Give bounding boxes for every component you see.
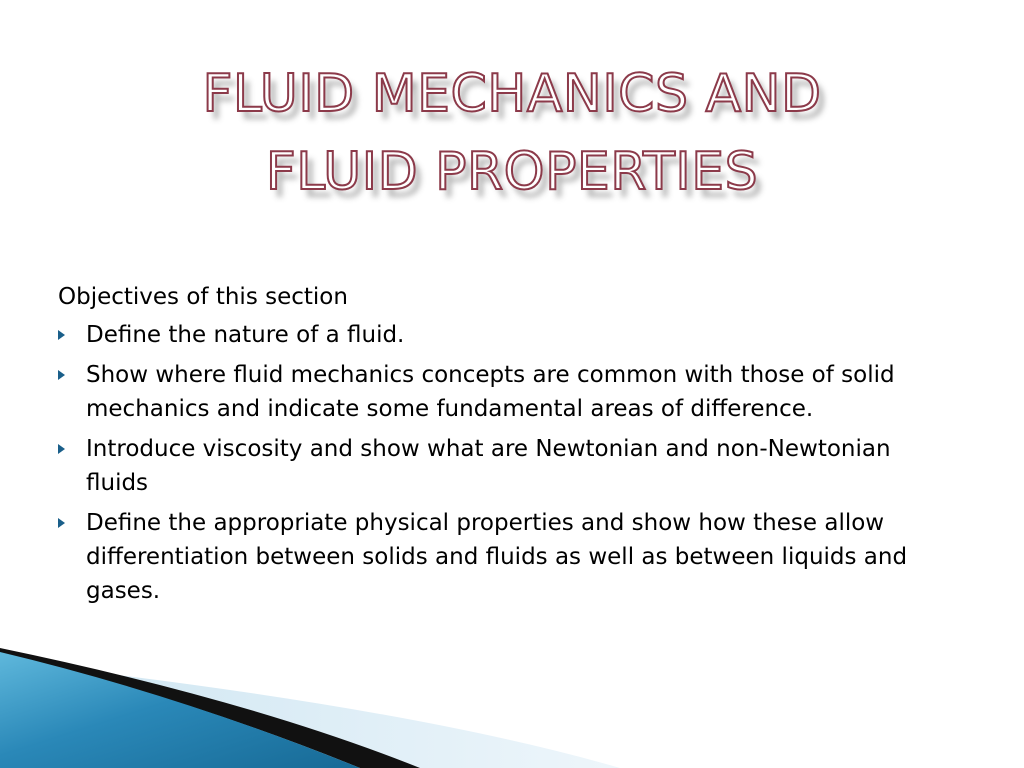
list-item-text: Define the appropriate physical properties and show how these allow differentiation between solids and fluids as well as between liquids and gases. [86,510,908,604]
list-item-text: Show where fluid mechanics concepts are common with those of solid mechanics and indicate some fundamental areas of difference. [86,362,895,422]
slide-title [0,55,1024,211]
decorative-corner-swoosh [0,640,1024,768]
list-item-text: Introduce viscosity and show what are Newtonian and non-Newtonian fluids [86,436,891,496]
arrow-bullet-icon [58,444,65,454]
objectives-list [58,318,958,608]
title-line-2: FLUID PROPERTIES [265,142,759,202]
list-item [58,358,958,426]
list-item-text: Define the nature of a fluid. [86,322,405,348]
list-item [58,318,958,352]
section-intro: Objectives of this section [58,284,348,310]
arrow-bullet-icon [58,330,65,340]
slide-body [58,280,958,614]
arrow-bullet-icon [58,518,65,528]
arrow-bullet-icon [58,370,65,380]
title-line-1: FLUID MECHANICS AND [202,64,822,124]
list-item [58,432,958,500]
list-item [58,506,958,608]
